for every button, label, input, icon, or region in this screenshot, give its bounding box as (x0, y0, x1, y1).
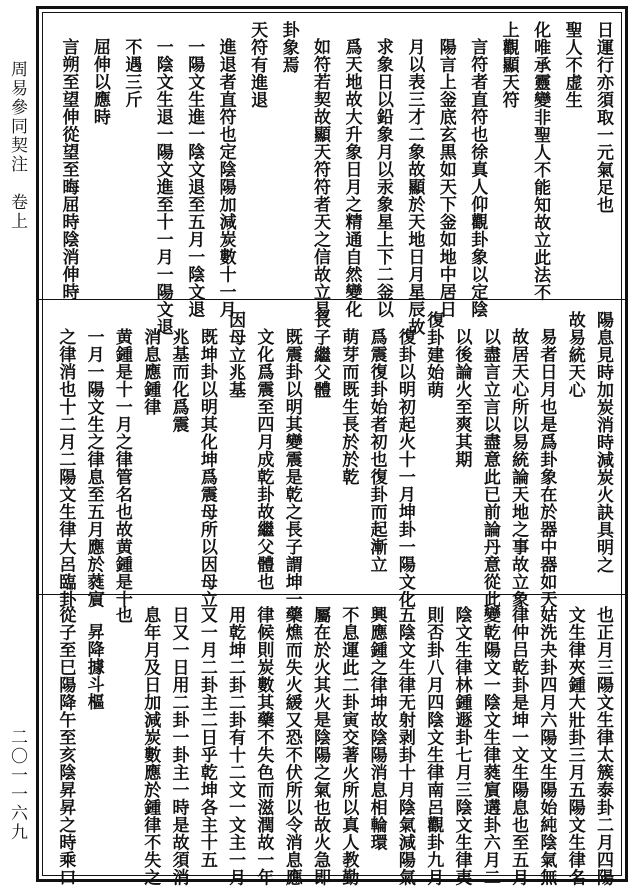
text-column: 復卦建始萌 (423, 311, 444, 399)
text-panel-middle (49, 311, 615, 608)
text-column: 文化爲震至四月成乾卦故繼父體也 (253, 328, 274, 591)
text-column: 變乾陽文一陰文生律蕤賔遘卦六月二 (479, 606, 500, 886)
text-column: 長子繼父體 (310, 311, 330, 399)
text-panel-top (49, 21, 615, 336)
text-column: 一陰文生退一陽文進至十一月一陽文退 (152, 38, 173, 336)
text-column: 言符者直符也徐真人仰觀卦象以定陰 (467, 38, 488, 318)
text-column: 爲天地故大升象日月之精通自然變化 (341, 38, 362, 318)
text-panel-bottom (49, 606, 615, 886)
text-column: 文生律夾鍾大壯卦三月五陽文生律名 (564, 606, 585, 886)
text-column: 不遇三斤 (121, 38, 142, 108)
text-column: 上觀顯天符 (498, 21, 519, 109)
text-column: 姑洗夬卦四月六陽文生陽始純陰氣無 (536, 606, 557, 886)
text-column: 屬在於火其火是陰陽之氣也故火急即 (310, 606, 330, 886)
text-column: 陽息見時加炭消時減炭火訣具明之 (593, 311, 613, 574)
text-column: 求象日以鉛象月以汞象星上下二釡以 (372, 38, 393, 318)
text-column: 化唯承靈變非聖人不能知故立此法不 (530, 21, 551, 301)
text-column: 故居天心所以易統論天地之事故立象 (508, 328, 529, 608)
text-column: 萌芽而既生長於於乾 (338, 328, 359, 486)
text-column: 不息運此二卦寅交著火所以真人教勤 (338, 606, 359, 886)
text-column: 以盡言立言以盡意此已前論丹意從此 (479, 328, 500, 608)
text-column: 陽言上釡底玄黒如天下釡如地中居日 (435, 38, 456, 318)
text-column: 五陰文生律无射剥卦十月陰氣減陽氣 (394, 606, 415, 886)
text-column: 從子至巳陽降午至亥陰昇昇之時乘口 (55, 606, 76, 886)
text-column: 昇降據斗樞 (83, 623, 104, 711)
text-column: 陰文生律林鍾遯卦七月三陰文生律夷 (451, 606, 472, 886)
text-column: 如符若契故顯天符符者天之信故立易 (310, 38, 330, 318)
text-column: 因母立兆基 (225, 311, 246, 399)
text-column: 屈伸以應時 (89, 38, 110, 126)
text-column: 也正月三陽文生律太簇泰卦二月四陽 (593, 606, 613, 886)
text-column: 律仲吕乾卦是坤一文生陽息也至五月 (508, 606, 529, 886)
text-column: 一陽文生進一陰文退至五月一陰文退 (184, 38, 205, 318)
book-title: 周易參同契注 卷上 (7, 60, 27, 231)
text-column: 也 (111, 606, 132, 624)
text-column: 卦象焉 (278, 21, 299, 74)
text-column: 言朔至望伸從望至晦屈時陰消伸時 (58, 38, 79, 301)
text-column: 之律消也十二月二陽文生律大呂臨卦 (55, 328, 76, 608)
text-column: 消息應鍾律 (140, 328, 161, 416)
text-column: 兆基而化爲震 (168, 328, 189, 433)
page-frame (36, 6, 628, 886)
text-column: 黄鍾是十一月之律管名也故黄鍾是十 (111, 328, 132, 608)
text-column: 以後論火至爽其期 (451, 328, 472, 468)
text-column: 興應鍾之律坤故陰陽消息相輪環 (366, 606, 387, 851)
text-column: 天符有進退 (247, 21, 268, 109)
text-column: 又一月二卦主二日乎乾坤各主十五 (196, 606, 217, 869)
text-column: 既坤卦以明其化坤爲震母所以因母立 (196, 328, 217, 608)
text-column: 故易統天心 (564, 311, 585, 399)
text-column: 一月一陽文生之律息至五月應於蕤賔 (83, 328, 104, 608)
text-column: 日運行亦須取一元氣足也 (593, 21, 613, 214)
page-number: 二〇一一六九 (7, 728, 27, 842)
text-column: 律候則炭數其藥不失色而滋潤故一年 (253, 606, 274, 886)
text-column: 易者日月也是爲卦象在於器中器如天 (536, 328, 557, 608)
text-column: 日又一日用二卦一卦主一時是故須消 (168, 606, 189, 886)
text-column: 月以表三才二象故顯於天地日月星辰故 (404, 38, 425, 336)
text-column: 息年月及日加減炭數應於鍾律不失之 (140, 606, 161, 886)
text-column: 藥燋而失火緩又恐不伏所以令消息應 (281, 606, 302, 886)
text-column: 用乾坤二卦二卦有十二文一文主一月 (225, 606, 246, 886)
text-column: 爲震復卦始者初也復卦而起漸立 (366, 328, 387, 573)
text-column: 則否卦八月四陰文生律南呂觀卦九月 (423, 606, 444, 886)
text-column: 進退者直符也定陰陽加減炭數十一月 (215, 38, 236, 318)
text-column: 聖人不虚生 (561, 21, 582, 109)
text-column: 既震卦以明其變震是乾之長子謂坤一 (281, 328, 302, 608)
text-column: 復卦以明初起火十一月坤卦一陽文化 (394, 328, 415, 608)
